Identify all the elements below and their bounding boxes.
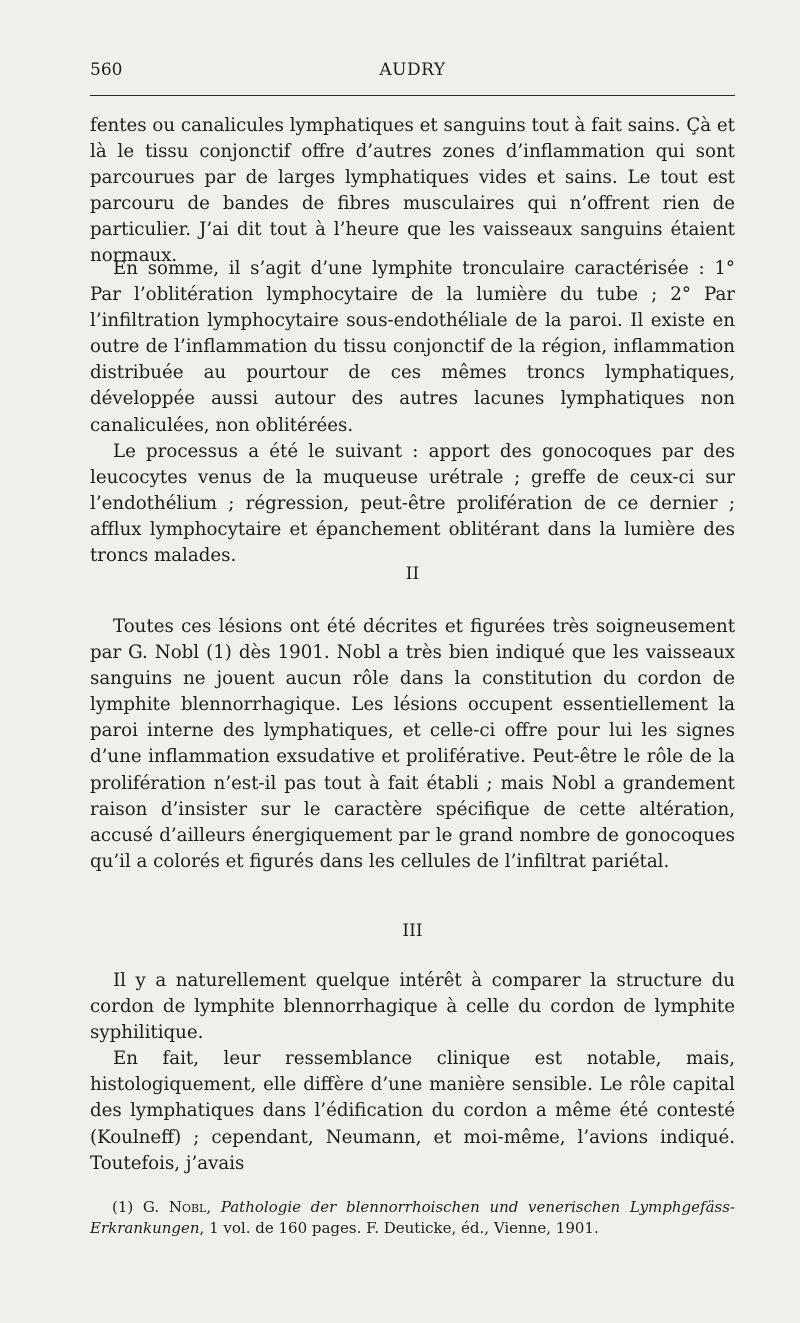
header-rule: [90, 95, 735, 96]
paragraph-group-summary: [90, 256, 735, 569]
section-heading-ii: II: [405, 564, 420, 584]
footnote-title: Pathologie der blennorrhoischen und venerischen Lymphgefäss-Erkrankungen: [90, 1198, 735, 1237]
section-ii-body: [90, 614, 735, 875]
paragraph: En fait, leur ressemblance clinique est notable, mais, histologiquement, elle diffère d’une manière sensible. Le rôle capital des lymphatiques dans l’édification du cordon a même été contesté (Koulneff) ; cependant, Neumann, et moi-même, l’avions indiqué. Toutefois, j’avais: [90, 1048, 735, 1174]
footnote-details: , 1 vol. de 160 pages. F. Deuticke, éd., Vienne, 1901.: [199, 1219, 599, 1237]
page-header: [90, 60, 735, 82]
footnote-author: Nobl: [168, 1198, 207, 1216]
footnote-marker: (1) G.: [112, 1198, 169, 1216]
footnote-separator: ,: [206, 1198, 221, 1216]
page-number: 560: [90, 60, 123, 80]
footnote: [90, 1197, 735, 1239]
paragraph-continued: [90, 113, 735, 270]
paragraph: fentes ou canalicules lymphatiques et sanguins tout à fait sains. Çà et là le tissu conjonctif offre d’autres zones d’inflammation qui sont parcourues par de larges lymphatiques vides et sains. Le tout est parcouru de bandes de fibres musculaires qui n’offrent rien de particulier. J’ai dit tout à l’heure que les vaisseaux sanguins étaient normaux.: [90, 115, 735, 267]
section-heading-iii: III: [402, 921, 423, 941]
section-iii-body: [90, 968, 735, 1177]
paragraph: Le processus a été le suivant : apport des gonocoques par des leucocytes venus de la muqueuse urétrale ; greffe de ceux-ci sur l’endothélium ; régression, peut-être prolifération de ce dernier ; afflux lymphocytaire et épanchement oblitérant dans la lumière des troncs malades.: [90, 440, 735, 567]
paragraph: Toutes ces lésions ont été décrites et figurées très soigneusement par G. Nobl (1) dès 1901. Nobl a très bien indiqué que les vaisseaux sanguins ne jouent aucun rôle dans la constitution du cordon de lymphite blennorrhagique. Les lésions occupent essentiellement la paroi interne des lymphatiques, et celle-ci offre pour lui les signes d’une inflammation exsudative et proliférative. Peut-être le rôle de la prolifération n’est-il pas tout à fait établi ; mais Nobl a grandement raison d’insister sur le caractère spécifique de cette altération, accusé d’ailleurs énergiquement par le grand nombre de gonocoques qu’il a colorés et figurés dans les cellules de l’infiltrat pariétal.: [90, 616, 735, 872]
paragraph: Il y a naturellement quelque intérêt à comparer la structure du cordon de lymphite blennorrhagique à celle du cordon de lymphite syphilitique.: [90, 970, 735, 1044]
running-title: AUDRY: [379, 60, 446, 80]
paragraph: En somme, il s’agit d’une lymphite tronculaire caractérisée : 1° Par l’oblitération lymphocytaire de la lumière du tube ; 2° Par l’infiltration lymphocytaire sous-endothéliale de la paroi. Il existe en outre de l’inflammation du tissu conjonctif de la région, inflammation distribuée au pourtour de ces mêmes troncs lymphatiques, développée aussi autour des autres lacunes lymphatiques non canaliculées, non oblitérées.: [90, 258, 735, 436]
